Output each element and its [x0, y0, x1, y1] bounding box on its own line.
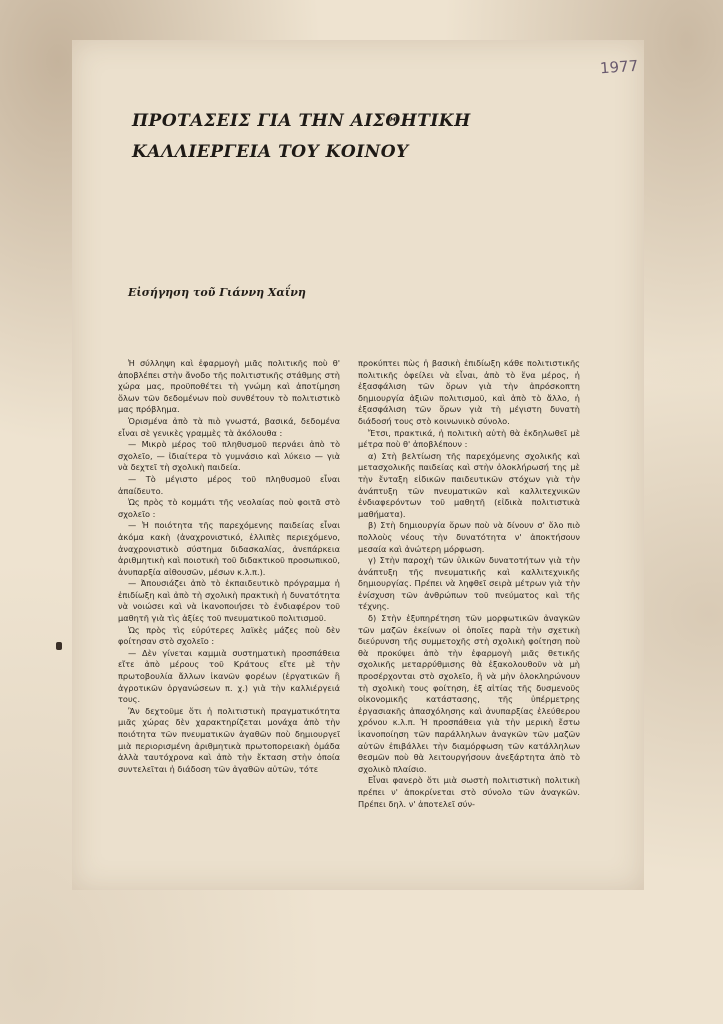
paragraph: δ) Στὴν ἐξυπηρέτηση τῶν μορφωτικῶν ἀναγκῶν τῶν μαζῶν ἐκείνων οἱ ὁποῖες παρὰ τὴν σχετικὴ διεύρυνση τῆς συμμετοχῆς στὴ σχολικὴ φοίτηση ποὺ θὰ προκύψει ἀπὸ τὴν ἐφαρμογὴ μιᾶς θετικῆς σχολικῆς μεταρρύθμισης θὰ ἐξακολουθοῦν νὰ μὴ προσέρχονται στὸ σχολεῖο, ἢ νὰ μὴν ὁλοκληρώνουν τὴ σχολικὴ τους φοίτηση, ἐξ αἰτίας τῆς δυσμενοῦς οἰκονομικῆς κατάστασης, τῆς ὑπέρμετρης ἐργασιακῆς ἀπασχόλησης καὶ ἀνυπαρξίας ἐλεύθερου χρόνου κ.λ.π. Ἡ προσπάθεια γιὰ τὴν μερικὴ ἔστω ἱκανοποίηση τῶν παράλληλων ἀναγκῶν τῶν μαζῶν αὐτῶν ἐπιβάλλει τὴν διαμόρφωση τῶν κατάλληλων θεσμῶν ποὺ θὰ λειτουργήσουν ἀνεξάρτητα ἀπὸ τὸ σχολικὸ πλαίσιο.	[358, 613, 580, 774]
title-line-1: ΠΡΟΤΑΣΕΙΣ ΓΙΑ ΤΗΝ ΑΙΣΘΗΤΙΚΗ	[132, 111, 471, 131]
text-column-right	[358, 358, 580, 810]
paragraph: Ὡς πρὸς τὸ κομμάτι τῆς νεολαίας ποὺ φοιτᾶ στὸ σχολεῖο :	[118, 497, 340, 519]
paragraph: — Ἡ ποιότητα τῆς παρεχόμενης παιδείας εἶναι ἀκόμα κακὴ (ἀναχρονιστικό, ἐλλιπὲς περιεχόμενο, ἀναχρονιστικὸ σύστημα διδασκαλίας, ἀνεπάρκεια ἀριθμητικὴ καὶ ποιοτικὴ τοῦ διδακτικοῦ προσωπικοῦ, ἀνυπαρξία αἰθουσῶν, μέσων κ.λ.π.).	[118, 520, 340, 577]
paragraph: Εἶναι φανερὸ ὅτι μιὰ σωστὴ πολιτιστικὴ πολιτικὴ πρέπει ν' ἀποκρίνεται στὸ σύνολο τῶν ἀναγκῶν. Πρέπει δηλ. ν' ἀποτελεῖ σύν-	[358, 775, 580, 809]
author-byline: Εἰσήγηση τοῦ Γιάννη Χαΐνη	[128, 286, 306, 299]
paragraph: — Δὲν γίνεται καμμιὰ συστηματικὴ προσπάθεια εἴτε ἀπὸ μέρους τοῦ Κράτους εἴτε μὲ τὴν πρωτοβουλία ἄλλων ἱκανῶν φορέων (ἐργατικῶν ἢ ἀγροτικῶν ὀργανώσεων π. χ.) γιὰ τὴν καλλιέργειά τους.	[118, 647, 340, 705]
paragraph: α) Στὴ βελτίωση τῆς παρεχόμενης σχολικῆς καὶ μετασχολικῆς παιδείας καὶ στὴν ὁλοκλήρωσή της μὲ τὴν ἔνταξη εἰδικῶν παιδευτικῶν στόχων γιὰ τὴν ἀνάπτυξη τῶν πνευματικῶν καὶ καλλιτεχνικῶν ἐνδιαφερόντων τοῦ μαθητῆ (εἰδικὰ πολιτιστικὰ μαθήματα).	[358, 450, 580, 519]
paragraph: Ἂν δεχτοῦμε ὅτι ἡ πολιτιστικὴ πραγματικότητα μιᾶς χώρας δὲν χαρακτηρίζεται μονάχα ἀπὸ τὴν ποιότητα τῶν πνευματικῶν ἀγαθῶν ποὺ δημιουργεῖ μιὰ περιορισμένη ἀριθμητικὰ πρωτοπορειακὴ ὁμάδα ἀλλὰ ταυτόχρονα καὶ ἀπὸ τὴν ἔκταση στὴν ὁποία συντελεῖται ἡ διάδοση τῶν ἀγαθῶν αὐτῶν, τότε	[118, 705, 340, 774]
ink-mark	[56, 642, 62, 650]
article-title	[132, 106, 592, 168]
paragraph: Ἡ σύλληψη καὶ ἐφαρμογὴ μιᾶς πολιτικῆς ποὺ θ' ἀποβλέπει στὴν ἄνοδο τῆς πολιτιστικῆς στάθμης στὴ χώρα μας, προϋποθέτει τὴ γνώμη καὶ ἀποτίμηση ὅλων τῶν δεδομένων ποὺ συνθέτουν τὸ πολιτιστικὸ μας πρόβλημα.	[118, 358, 340, 415]
text-column-left	[118, 358, 340, 775]
paragraph: Ὡς πρὸς τὶς εὐρύτερες λαϊκὲς μάζες ποὺ δὲν φοίτησαν στὸ σχολεῖο :	[118, 624, 340, 647]
pencil-annotation: 1977	[599, 56, 639, 78]
paragraph: Ἔτσι, πρακτικά, ἡ πολιτικὴ αὐτὴ θὰ ἐκδηλωθεῖ μὲ μέτρα ποὺ θ' ἀποβλέπουν :	[358, 427, 580, 450]
paragraph: προκύπτει πὼς ἡ βασικὴ ἐπιδίωξη κάθε πολιτιστικῆς πολιτικῆς ὀφείλει νὰ εἶναι, ἀπὸ τὸ ἕνα μέρος, ἡ ἐξασφάλιση τῶν ὅρων γιὰ τὴν ἀπρόσκοπτη δημιουργία ἀξιῶν πολιτισμοῦ, καὶ ἀπὸ τὸ ἄλλο, ἡ ἐξασφάλιση τῶν ὅρων γιὰ τὴ μέγιστη δυνατὴ διάδοσή τους στὸ κοινωνικὸ σύνολο.	[358, 358, 580, 426]
paragraph: γ) Στὴν παροχὴ τῶν ὑλικῶν δυνατοτήτων γιὰ τὴν ἀνάπτυξη τῆς πνευματικῆς καὶ καλλιτεχνικῆς δημιουργίας. Πρέπει νὰ ληφθεῖ σειρὰ μέτρων γιὰ τὴν ἐνίσχυση τῶν ἀνθρώπων τοῦ πνεύματος καὶ τῆς τέχνης.	[358, 555, 580, 612]
paragraph: — Μικρὸ μέρος τοῦ πληθυσμοῦ περνάει ἀπὸ τὸ σχολεῖο, — ἰδιαίτερα τὸ γυμνάσιο καὶ λύκειο — γιὰ νὰ δεχτεῖ τὴ σχολικὴ παιδεία.	[118, 439, 340, 473]
paragraph: — Ἀπουσιάζει ἀπὸ τὸ ἐκπαιδευτικὸ πρόγραμμα ἡ ἐπιδίωξη καὶ ἀπὸ τὴ σχολικὴ πρακτικὴ ἡ δυνατότητα νὰ νοιώσει καὶ νὰ ἱκανοποιήσει τὸ ἐνδιαφέρον τοῦ μαθητῆ γιὰ τὶς ἀξίες τοῦ πνευματικοῦ πολιτισμοῦ.	[118, 578, 340, 624]
title-line-2: ΚΑΛΛΙΕΡΓΕΙΑ ΤΟΥ ΚΟΙΝΟΥ	[132, 142, 409, 162]
paragraph: — Τὸ μέγιστο μέρος τοῦ πληθυσμοῦ εἶναι ἀπαίδευτο.	[118, 473, 340, 496]
paragraph: β) Στὴ δημιουργία ὅρων ποὺ νὰ δίνουν σ' ὅλο πιὸ πολλοὺς νέους τὴν δυνατότητα ν' ἀποκτήσουν μεσαία καὶ ἀνώτερη μόρφωση.	[358, 520, 580, 554]
paragraph: Ὁρισμένα ἀπὸ τὰ πιὸ γνωστά, βασικά, δεδομένα εἶναι σὲ γενικὲς γραμμὲς τὰ ἀκόλουθα :	[118, 415, 340, 438]
